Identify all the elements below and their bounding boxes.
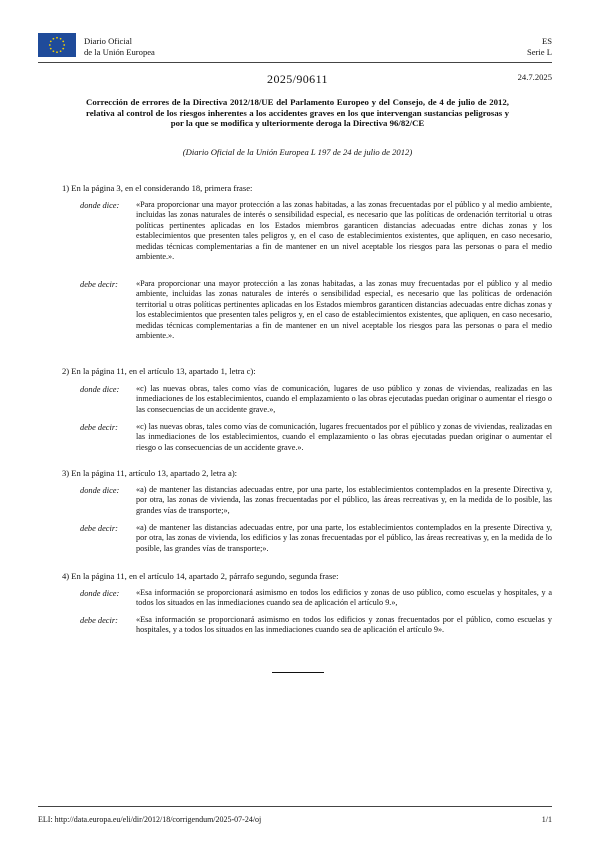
flag-star	[53, 50, 55, 52]
right-label: debe decir:	[80, 524, 118, 533]
flag-star	[56, 51, 58, 53]
document-date: 24.7.2025	[517, 72, 552, 82]
right-label: debe decir:	[80, 280, 118, 289]
wrong-text: «a) de mantener las distancias adecuadas entre, por una parte, los establecimientos contemplados en la presente Directiva y, por otra, las zonas de vivienda, las zonas frecuentadas por el público, las áreas recreativas y, en la medida de lo posible, las grandes vías de transporte;»,	[136, 485, 552, 515]
document-number: 2025/90611	[267, 72, 328, 86]
wrong-label: donde dice:	[80, 589, 120, 598]
correction-heading: 2) En la página 11, en el artículo 13, apartado 1, letra c):	[62, 366, 256, 376]
publication-line-1: Diario Oficial	[84, 36, 132, 46]
publication-name	[84, 36, 155, 58]
flag-star	[63, 44, 65, 46]
header-rule	[38, 62, 552, 63]
wrong-label: donde dice:	[80, 486, 120, 495]
flag-star	[60, 38, 62, 40]
page-number: 1/1	[541, 815, 552, 824]
flag-star	[60, 50, 62, 52]
wrong-text: «Esa información se proporcionará asimismo en todos los edificios y zonas de uso público, como escuelas y hospitales, y a todos los situados en las inmediaciones cuando sea de aplicación el artículo 9.»,	[136, 588, 552, 608]
flag-star	[53, 38, 55, 40]
correction-heading: 3) En la página 11, artículo 13, apartado 2, letra a):	[62, 468, 238, 478]
flag-star	[62, 48, 64, 50]
right-label: debe decir:	[80, 616, 118, 625]
right-text: «a) de mantener las distancias adecuadas entre, por una parte, los establecimientos contemplados en la presente Directiva y, por otra, las zonas de vivienda, los edificios y las zonas frecuentadas por el público, las áreas recreativas y, en la medida de lo posible, las grandes vías de transporte;».	[136, 523, 552, 553]
eu-flag-icon	[38, 33, 76, 57]
correction-heading: 1) En la página 3, en el considerando 18, primera frase:	[62, 183, 253, 193]
wrong-text: «c) las nuevas obras, tales como vías de comunicación, lugares de uso público y zonas de viviendas, realizadas en las inmediaciones de los establecimientos, cuando el emplazamiento o las obras ejecutadas puedan originar o aumentar el riesgo o las consecuencias de un accidente grave.»,	[136, 384, 552, 414]
publication-line-2: de la Unión Europea	[84, 47, 155, 57]
flag-star	[56, 37, 58, 39]
document-reference: (Diario Oficial de la Unión Europea L 197 de 24 de julio de 2012)	[182, 147, 413, 157]
eu-flag-stars	[38, 33, 76, 57]
language-series	[527, 36, 552, 58]
correction-heading: 4) En la página 11, en el artículo 14, apartado 2, párrafo segundo, segunda frase:	[62, 571, 339, 581]
wrong-text: «Para proporcionar una mayor protección a las zonas habitadas, a las zonas frecuentadas por el público y al medio ambiente, incluidas las zonas naturales de interés o sensibilidad especial, es necesario que las políticas de ordenación territorial u otras políticas pertinentes aplicadas en los Estados miembros garanticen distancias adecuadas entre dichas zonas y los establecimientos que presenten tales peligros y, en el caso de establecimientos existentes, que apliquen, en caso necesario, medidas técnicas complementarias a fin de mantener en un nivel aceptable los riesgos para las personas o para el medio ambiente.».	[136, 200, 552, 262]
wrong-label: donde dice:	[80, 201, 120, 210]
language-code: ES	[541, 36, 552, 46]
right-text: «Para proporcionar una mayor protección a las zonas habitadas, a las zonas muy frecuentadas por el público y al medio ambiente, incluidas las zonas naturales de interés o sensibilidad especial, es necesario que las políticas de ordenación territorial u otras políticas pertinentes aplicadas en los Estados miembros garanticen distancias adecuadas entre dichas zonas y los establecimientos que presenten tales peligros y, en el caso de establecimientos existentes, que apliquen, en caso necesario, medidas técnicas complementarias a fin de mantener en un nivel aceptable los riesgos para las personas o para el medio ambiente.».	[136, 279, 552, 341]
wrong-label: donde dice:	[80, 385, 120, 394]
flag-star	[62, 41, 64, 43]
flag-star	[49, 44, 51, 46]
flag-star	[50, 41, 52, 43]
right-text: «Esa información se proporcionará asimismo en todos los edificios y zonas frecuentados por el público, como escuelas y hospitales, y a todos los situados en las inmediaciones cuando sea de aplicación el artículo 9».	[136, 615, 552, 635]
footer-rule	[38, 806, 552, 807]
document-title: Corrección de errores de la Directiva 2012/18/UE del Parlamento Europeo y del Consejo, de 4 de julio de 2012, relativa al control de los riesgos inherentes a los accidentes graves en los que intervengan sustancias peligrosas y por la que se modifica y ulteriormente deroga la Directiva 96/82/CE	[86, 97, 509, 129]
end-separator	[272, 672, 324, 673]
right-label: debe decir:	[80, 423, 118, 432]
right-text: «c) las nuevas obras, tales como vías de comunicación, lugares frecuentados por el público y zonas de viviendas, realizadas en las inmediaciones de los establecimientos, cuando el emplazamiento o las obras ejecutadas puedan originar o aumentar el riesgo o las consecuencias de un accidente grave.».	[136, 422, 552, 452]
series-label: Serie L	[526, 47, 552, 57]
flag-star	[50, 48, 52, 50]
eli-link[interactable]: ELI: http://data.europa.eu/eli/dir/2012/18/corrigendum/2025-07-24/oj	[38, 815, 262, 824]
